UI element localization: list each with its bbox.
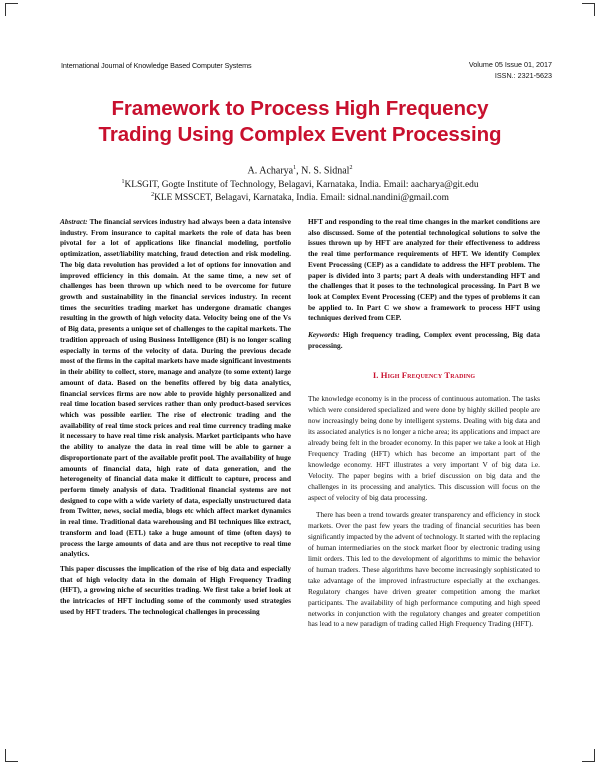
paper-title-line-1: Framework to Process High Frequency: [111, 97, 489, 120]
abstract-paragraph-3: HFT and responding to the real time changes in the market conditions are also discussed. Some of the potential technological solutions to solve the issues thrown up by HFT are analyzed for their effectiveness to address the real time performance requirements of HFT. We identify Complex Event Processing (CEP) as a candidate to address the HFT problem. The paper is divided into 3 parts; part A deals with understanding HFT and the challenges that it poses to the technological processing. In Part B we look at Complex Event Processing (CEP) and the types of problems it can be applied to. In Part C we show a framework to process HFT using techniques derived from CEP.: [308, 217, 540, 323]
abstract-label: Abstract:: [60, 217, 88, 226]
crop-mark-bottom-right: [582, 749, 595, 762]
author-2: , N. S. Sidnal: [296, 165, 350, 177]
crop-mark-top-left: [5, 3, 18, 16]
section-title: High Frequency Trading: [380, 369, 476, 380]
left-column: [60, 217, 291, 622]
authors-line: [0, 162, 600, 177]
paper-title-line-2: Trading Using Complex Event Processing: [98, 123, 502, 146]
affiliation-2-number: 2: [151, 192, 155, 198]
section-numeral: I.: [372, 369, 381, 380]
body-paragraph-1: The knowledge economy is in the process of continuous automation. The tasks which were considered specialized and were done by highly skilled people are now increasingly being done by intelligent systems. Dealing with big data and its associated analytics is no longer a niche area; its applications and impact are already being felt in the broader economy. In this paper we take a look at High Frequency Trading (HFT) which has become an important part of the knowledge economy. HFT illustrates a very important V of big data i.e. Velocity. The paper begins with a brief discussion on big data and the challenges in its processing and analytics. This discussion will focus on the aspect of velocity of big data processing.: [308, 394, 541, 502]
affiliation-1-number: 1: [121, 179, 125, 185]
volume-issn-block: [469, 59, 552, 81]
keywords-label: Keywords:: [308, 330, 340, 340]
paper-title: [40, 96, 560, 148]
author-1: A. Acharya: [247, 165, 294, 177]
crop-mark-bottom-left: [5, 749, 18, 762]
keywords-text: High frequency trading, Complex event processing, Big data processing.: [308, 330, 540, 350]
volume-issue: Volume 05 Issue 01, 2017: [468, 60, 552, 69]
journal-name: International Journal of Knowledge Based Computer Systems: [61, 61, 252, 70]
affiliation-1: [0, 177, 600, 191]
abstract-paragraph-2: This paper discusses the implication of the rise of big data and especially that of high velocity data in the domain of High Frequency Trading (HFT), a growing niche of securities trading. We first take a brief look at the intricacies of HFT including some of the commonly used strategies used by HFT traders. The technological challenges in processing: [60, 564, 291, 616]
abstract-text-1: The financial services industry had always been a data intensive industry. From insurance to capital markets the role of data has been pivotal for a lot of applications like financial modeling, portfolio optimization, asset/liability matching, fraud detection and risk modeling. The big data revolution has provided a lot of options for innovation and improved efficiency in this domain. At the same time, a new set of challenges has been thrown up which need to be overcome for future growth and sustainability in the financial services industry. In recent times the securities trading market has undergone dramatic changes resulting in the growth of high velocity data. Velocity being one of the Vs of Big data, presents a unique set of challenges to the capital markets. The tradition approach of using Business Intelligence (BI) is no longer scaling especially in terms of the velocity of data. During the previous decade most of the firms in the capital markets have made significant investments in their ability to collect, store, manage and analyze (to some extent) large amount of data. Based on the benefits offered by big data analytics, financial services firms are now able to provide highly personalized and real time location based services rather than only product-based services which was possible earlier. The rise of electronic trading and the availability of real time stock prices and real time currency trading make it necessary to have real time risk analysis. Market participants who have the ability to analyze the data in real time will be able to garner a disproportionate part of the available profit pool. The availability of huge amounts of financial data, high rate of data generation, and the heterogeneity of financial data make it difficult to capture, process and perform timely analysis of data. Traditional financial systems are not designed to cope with a wide variety of data, especially unstructured data from Twitter, news, social media, blogs etc which affect market dynamics in real time. Traditional data warehousing and BI techniques like extract, transform and load (ETL) take a huge amount of time (often days) to process the large amounts of data and are thus not receptive to real time analytics.: [60, 217, 291, 559]
author-1-affiliation-mark: 1: [293, 165, 297, 171]
author-2-affiliation-mark: 2: [349, 165, 353, 171]
abstract-paragraph-1: [60, 217, 291, 560]
right-column: [308, 217, 540, 637]
affiliation-2: [0, 190, 600, 204]
crop-mark-top-right: [582, 3, 595, 16]
keywords: [308, 330, 540, 351]
body-paragraph-2: There has been a trend towards greater transparency and efficiency in stock markets. Over the past few years the trading of financial securities has been significantly impacted by the advent of technology. It started with the replacing of human intermediaries on the stock market floor by electronic trading using limit orders. This led to the development of algorithms to mimic the behavior of human traders. These algorithms have become increasingly sophisticated to take advantage of the improved infrastructure especially at the exchanges. Regulatory changes have driven greater competition among the market participants. The availability of high performance computing and high speed networks in conjunction with the regulatory changes and greater competition has lead to a new paradigm of trading called High Frequency Trading (HFT).: [308, 510, 540, 629]
affiliation-1-text: KLSGIT, Gogte Institute of Technology, Belagavi, Karnataka, India. Email: aacharya@git.edu: [124, 180, 479, 191]
affiliation-2-text: KLE MSSCET, Belagavi, Karnataka, India. Email: sidnal.nandini@gmail.com: [154, 193, 449, 204]
section-heading-high-frequency-trading: [308, 370, 540, 381]
issn: ISSN.: 2321-5623: [494, 71, 552, 80]
